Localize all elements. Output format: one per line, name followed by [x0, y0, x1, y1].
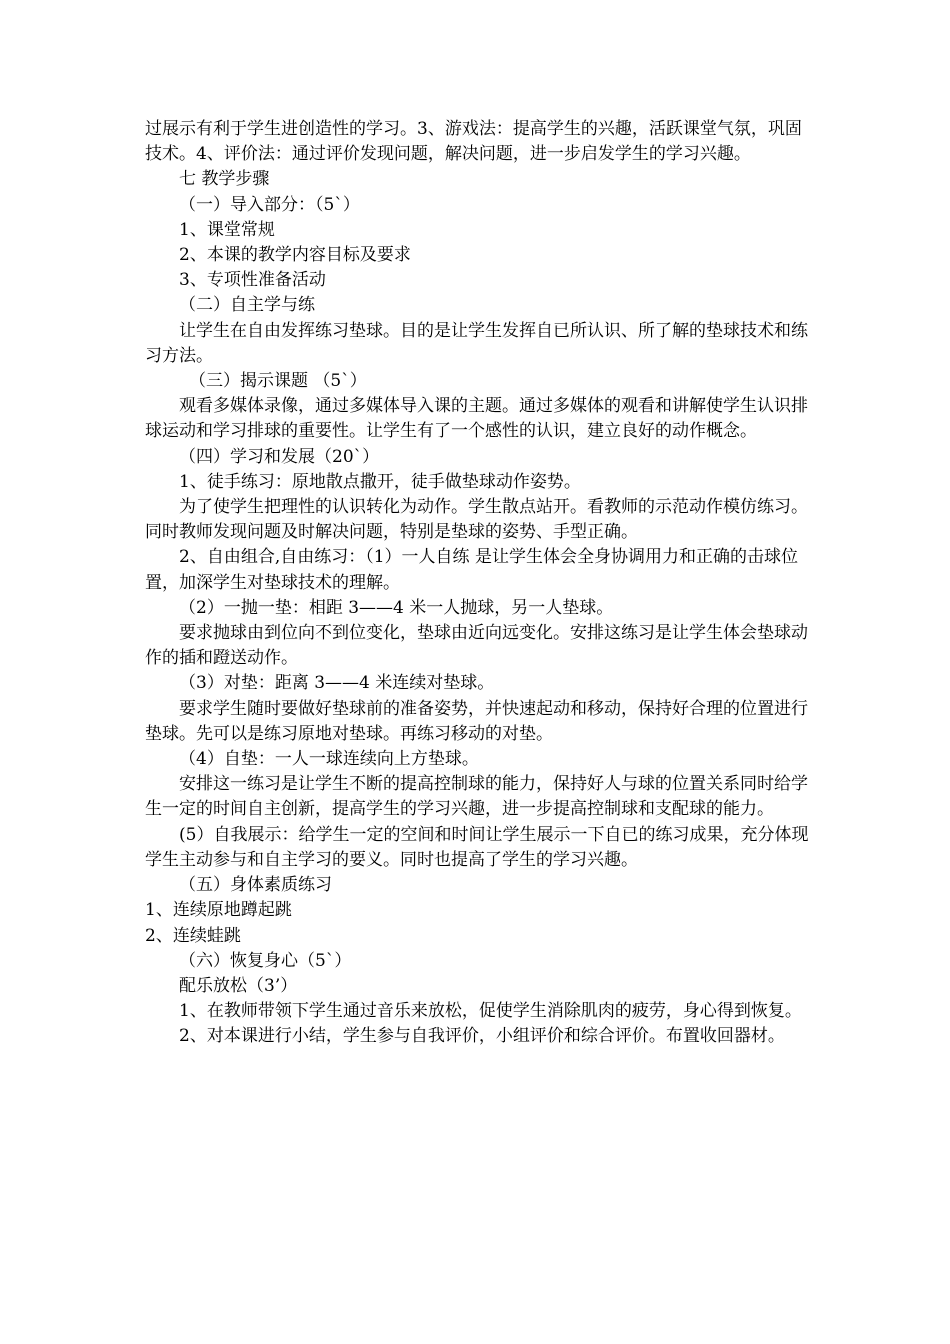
- subsection-heading-fitness: （五）身体素质练习: [179, 875, 332, 896]
- paragraph: 安排这一练习是让学生不断的提高控制球的能力，保持好人与球的位置关系同时给学生一定的时间自主创新，提高学生的学习兴趣，进一步提高控制球和支配球的能力。: [145, 774, 808, 820]
- list-item: （4）自垫：一人一球连续向上方垫球。: [179, 749, 479, 770]
- list-item: 1、在教师带领下学生通过音乐来放松，促使学生消除肌肉的疲劳，身心得到恢复。: [179, 1001, 802, 1022]
- list-item: 1、连续原地蹲起跳: [145, 900, 292, 921]
- subsection-heading-learning: （四）学习和发展（20`）: [179, 446, 380, 467]
- paragraph-methods-continued: 过展示有利于学生进创造性的学习。3、游戏法：提高学生的兴趣，活跃课堂气氛，巩固技术。4、评价法：通过评价发现问题，解决问题，进一步启发学生的学习兴趣。: [145, 119, 802, 165]
- list-item: 2、本课的教学内容目标及要求: [179, 245, 411, 266]
- paragraph: 为了使学生把理性的认识转化为动作。学生散点站开。看教师的示范动作模仿练习。同时教师发现问题及时解决问题，特别是垫球的姿势、手型正确。: [145, 497, 808, 543]
- paragraph: 让学生在自由发挥练习垫球。目的是让学生发挥自已所认识、所了解的垫球技术和练习方法。: [145, 320, 808, 366]
- list-item: （3）对垫：距离 3——4 米连续对垫球。: [179, 673, 495, 694]
- list-item: 2、自由组合,自由练习：（1）一人自练 是让学生体会全身协调用力和正确的击球位置，加深学生对垫球技术的理解。: [145, 547, 798, 593]
- list-item: 2、对本课进行小结，学生参与自我评价，小组评价和综合评价。布置收回器材。: [179, 1026, 785, 1047]
- subsection-heading-recovery: （六）恢复身心（5`）: [179, 950, 352, 971]
- section-heading-teaching-steps: 七 教学步骤: [179, 169, 270, 190]
- subsection-heading-intro: （一）导入部分：（5`）: [179, 194, 360, 215]
- list-item: (5）自我展示：给学生一定的空间和时间让学生展示一下自已的练习成果，充分体现学生主动参与和自主学习的要义。同时也提高了学生的学习兴趣。: [145, 824, 809, 870]
- document-body: [145, 117, 815, 1050]
- list-item: 3、专项性准备活动: [179, 270, 326, 291]
- list-item: （2）一抛一垫：相距 3——4 米一人抛球，另一人垫球。: [179, 597, 614, 618]
- list-item: 2、连续蛙跳: [145, 925, 241, 946]
- paragraph: 配乐放松（3’）: [179, 975, 298, 996]
- list-item: 1、徒手练习：原地散点撒开，徒手做垫球动作姿势。: [179, 471, 581, 492]
- paragraph: 观看多媒体录像，通过多媒体导入课的主题。通过多媒体的观看和讲解使学生认识排球运动和学习排球的重要性。让学生有了一个感性的认识，建立良好的动作概念。: [145, 396, 808, 442]
- paragraph: 要求学生随时要做好垫球前的准备姿势，并快速起动和移动，保持好合理的位置进行垫球。先可以是练习原地对垫球。再练习移动的对垫。: [145, 698, 808, 744]
- subsection-heading-reveal-topic: （三）揭示课题 （5`）: [189, 371, 367, 392]
- subsection-heading-self-practice: （二）自主学与练: [179, 295, 315, 316]
- list-item: 1、课堂常规: [179, 219, 275, 240]
- paragraph: 要求抛球由到位向不到位变化，垫球由近向远变化。安排这练习是让学生体会垫球动作的插和蹬送动作。: [145, 623, 808, 669]
